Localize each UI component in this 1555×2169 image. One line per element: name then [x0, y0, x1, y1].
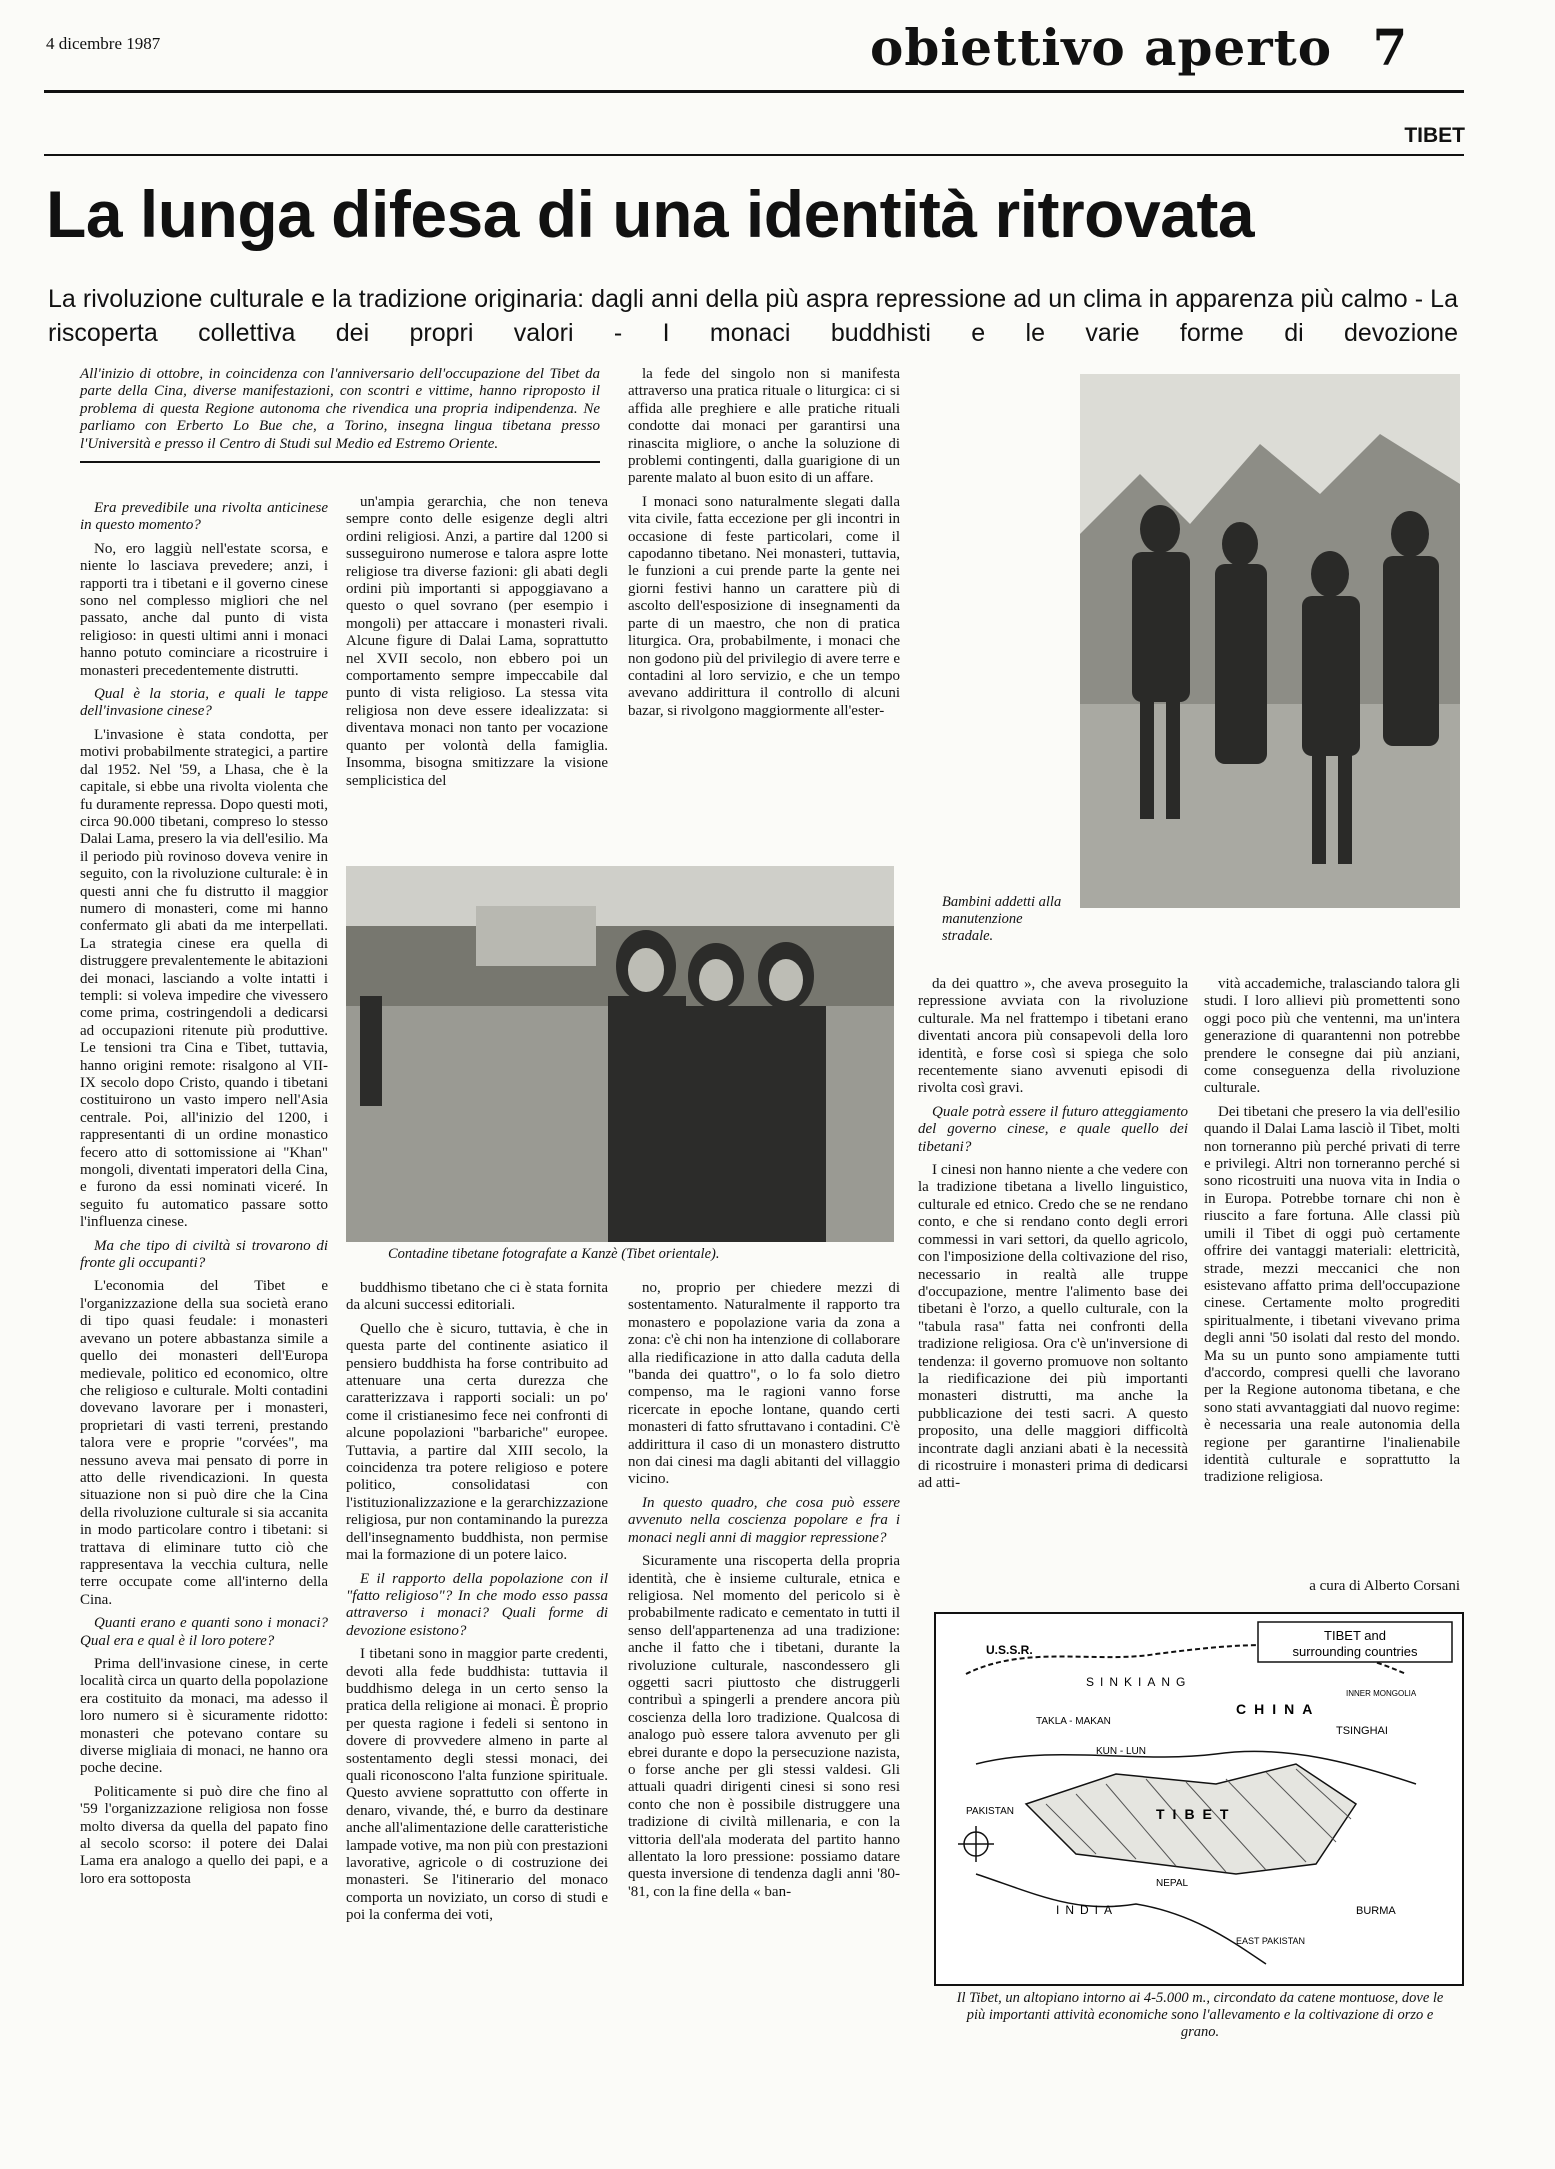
- column-4: [918, 976, 1188, 1499]
- children-photo: [1080, 374, 1460, 908]
- body-paragraph: L'invasione è stata condotta, per motivi probabilmente strategici, a partire dal 1952. Nel '59, a Lhasa, che è la capitale, si ebbe una rivolta violenta che fu duramente repressa. Dopo questi moti, circa 90.000 tibetani, compreso lo stesso Dalai Lama, presero la via dell'esilio. Ma il periodo più rovinoso doveva venire in seguito, con la rivoluzione culturale: è in questi anni che fu distrutto il maggior numero di monasteri, come mi hanno confermato gli abati da me interpellati. La strategia cinese era quella di distruggere prevalentemente le abitazioni dei monaci, lasciando a volte intatti i templi: si voleva impedire che vivessero come prima, costringendoli a dedicarsi ad occupazioni ritenute più produttive. Le tensioni tra Cina e Tibet, tuttavia, hanno origini remote: risalgono al VII-IX secolo dopo Cristo, quando i tibetani costituirono un vasto impero nell'Asia centrale. Poi, all'inizio del 1200, i rappresentanti di un ordine monastico fecero atto di sottomissione ai "Khan" mongoli, diventati imperatori della Cina, e furono da essi nominati viceré. In seguito fu automatico passare sotto l'influenza cinese.: [80, 726, 328, 1231]
- body-paragraph: un'ampia gerarchia, che non teneva sempre conto delle esigenze degli altri ordini religiosi. Anzi, a partire dal 1200 si susseguirono numerose e talora aspre lotte religiose tra diverse fazioni: gli abati degli ordini più importanti si appoggiavano a questo o quel sovrano (per esempio i mongoli) per attaccare i monasteri rivali. Alcune figure di Dalai Lama, soprattutto nel XVII secolo, non ebbero poi un comportamento sempre impeccabile dal punto di vista religioso. La stessa vita religiosa non deve essere idealizzata: si diventava monaci non tanto per vocazione quanto per volontà della famiglia. Insomma, bisogna smitizzare la visione semplicistica del: [346, 494, 608, 789]
- interview-question: Ma che tipo di civiltà si trovarono di fronte gli occupanti?: [80, 1237, 328, 1272]
- body-paragraph: vità accademiche, tralasciando talora gli studi. I loro allievi più promettenti sono oggi poco più che ventenni, ma un'intera generazione di quarantenni non potrebbe prendere le consegne dai più anziani, come conseguenza della rivoluzione culturale.: [1204, 976, 1460, 1097]
- body-paragraph: da dei quattro », che aveva proseguito la repressione avviata con la rivoluzione culturale. Ma nel frattempo i tibetani erano diventati ancora più consapevoli della loro identità, e forse così si spiega che solo recentemente siano avvenuti episodi di rivolta così gravi.: [918, 976, 1188, 1097]
- children-photo-caption: Bambini addetti alla manutenzione stradale.: [942, 894, 1062, 944]
- map-label-nepal: NEPAL: [1156, 1878, 1189, 1889]
- women-photo-caption: Contadine tibetane fotografate a Kanzè (Tibet orientale).: [388, 1246, 720, 1262]
- body-paragraph: Prima dell'invasione cinese, in certe località circa un quarto della popolazione era costituito da monaci, ma adesso il loro numero si è sicuramente ridotto: monasteri che potevano contare su diverse migliaia di monaci, ne hanno ora poche decine.: [80, 1656, 328, 1777]
- map-label-kun-lun: KUN - LUN: [1096, 1746, 1147, 1757]
- map-title-line2: surrounding countries: [1292, 1644, 1418, 1659]
- interview-question: Qual è la storia, e quali le tappe dell'invasione cinese?: [80, 686, 328, 720]
- map-label-pakistan: PAKISTAN: [966, 1806, 1014, 1817]
- interview-question: Quanti erano e quanti sono i monaci? Qual era e qual è il loro potere?: [80, 1615, 328, 1649]
- body-paragraph: Politicamente si può dire che fino al '59 l'organizzazione religiosa non fosse molto diversa da quella del papato fino al secolo scorso: il potere dei Dalai Lama era analogo a quello dei papi, e a loro era sottoposta: [80, 1783, 328, 1887]
- column-3-bottom: [628, 1280, 900, 1907]
- interview-question: Era prevedibile una rivolta anticinese in questo momento?: [80, 500, 328, 534]
- body-paragraph: Quello che è sicuro, tuttavia, è che in questa parte del continente asiatico il pensiero buddhista ha forse contribuito ad attenuare una certa durezza che caratterizzava i rapporti sociali: un po' come il cristianesimo fece nei confronti di alcune popolazioni "barbariche" europee. Tuttavia, a partire dal XIII secolo, la coincidenza tra potere religioso e potere politico, consolidatasi con l'istituzionalizzazione e la gerarchizzazione religiosa, pur non contaminando la purezza dell'insegnamento buddhista, non permise mai la formazione di un potere laico.: [346, 1320, 608, 1564]
- body-paragraph: I cinesi non hanno niente a che vedere con la tradizione tibetana a livello linguistico, culturale ed etnico. Credo che se ne rendano conto, e che si rendano conto degli errori commessi in vari settori, da quello agricolo, con l'imposizione della coltivazione del riso, necessario in realtà alle truppe d'occupazione, mentre l'alimento base dei tibetani è l'orzo, a quello culturale, con la "tabula rasa" fatta nei confronti della tradizione religiosa. Ora c'è un'inversione di tendenza: il governo promuove non soltanto la riedificazione dei più importanti monasteri distrutti, ma anche la pubblicazione dei testi sacri. A questo proposito, una delle maggiori difficoltà incontrate dagli anziani abati è la necessità di ricostruire i monasteri prima di dedicarsi ad atti-: [918, 1162, 1188, 1492]
- map-label-tsinghai: TSINGHAI: [1336, 1725, 1388, 1737]
- page-number: 7: [1372, 18, 1409, 77]
- map-label-china: CHINA: [1236, 1701, 1321, 1717]
- section-title: [870, 18, 1408, 77]
- interview-question: In questo quadro, che cosa può essere avvenuto nella coscienza popolare e fra i monaci negli anni di maggior repressione?: [628, 1494, 900, 1546]
- map-caption: Il Tibet, un altopiano intorno ai 4-5.000 m., circondato da catene montuose, dove le più importanti attività economiche sono l'allevamento e la coltivazione di orzo e grano.: [956, 1990, 1444, 2040]
- map-label-inner-mongolia: INNER MONGOLIA: [1346, 1689, 1417, 1698]
- body-paragraph: Sicuramente una riscoperta della propria identità, che è insieme culturale, etnica e religiosa. Nel momento del pericolo si è probabilmente radicato e cementato in tutti il senso dell'appartenenza ad una tradizione: anche il fatto che i tibetani, durante la rivoluzione culturale, nascondessero gli oggetti sacri piuttosto che distruggerli contribuì a spingerli a prendere ancora più coscienza della loro tradizione. Qualcosa di analogo può essere talora avvenuto per gli ebrei durante e dopo la persecuzione nazista, o forse anche per gli stessi valdesi. Gli attuali quadri dirigenti cinesi si sono resi conto che non è possibile distruggere una tradizione di civiltà millenaria, e con la vittoria dell'ala moderata del partito hanno allentato la loro pressione: possiamo datare questa inversione di tendenza dagli anni '80-'81, con la fine della « ban-: [628, 1553, 900, 1900]
- section-name: obiettivo aperto: [870, 18, 1333, 77]
- interview-question: Quale potrà essere il futuro atteggiamento del governo cinese, e quale quello dei tibetani?: [918, 1103, 1188, 1155]
- map-label-sinkiang: SINKIANG: [1086, 1675, 1192, 1689]
- column-2-top: [346, 494, 608, 796]
- header-rule: [44, 90, 1464, 93]
- column-1: [80, 494, 328, 1894]
- map-label-burma: BURMA: [1356, 1905, 1396, 1917]
- body-paragraph: No, ero laggiù nell'estate scorsa, e niente lo lasciava prevedere; anzi, i rapporti tra i tibetani e il governo cinese sono nel complesso migliori che nel passato, anche dal punto di vista religioso: in questi ultimi anni i monaci hanno potuto cominciare a ricostruire i monasteri precedentemente distrutti.: [80, 540, 328, 679]
- body-paragraph: no, proprio per chiedere mezzi di sostentamento. Naturalmente il rapporto tra monastero e popolazione varia da zona a zona: c'è chi non ha intenzione di collaborare alla riedificazione in atto dalla caduta della "banda dei quattro", o lo fa solo dietro compenso, ma le ragioni vanno forse ricercate in epoche lontane, quando certi monasteri di fatto sfruttavano i contadini. C'è addirittura il caso di un monastero distrutto non dai cinesi ma dagli abitanti del villaggio vicino.: [628, 1280, 900, 1488]
- subheadline: La rivoluzione culturale e la tradizione originaria: dagli anni della più aspra repressione ad un clima in apparenza più calmo - La riscoperta collettiva dei propri valori - I monaci buddhisti e le varie forme di devozione: [48, 285, 1458, 347]
- body-paragraph: buddhismo tibetano che ci è stata fornita da alcuni successi editoriali.: [346, 1280, 608, 1314]
- headline: La lunga difesa di una identità ritrovata: [46, 177, 1255, 251]
- body-paragraph: L'economia del Tibet e l'organizzazione della sua società erano di tipo quasi feudale: i monasteri avevano un potere abbastanza simile a quello dei monasteri dell'Europa medievale, politico ed economico, oltre che religioso e culturale. Molti contadini dovevano lavorare per i monasteri, proprietari di vasti terreni, prestando talora vere e proprie "corvées", ma nessuno aveva mai pensato di porre in atto delle rivendicazioni. In questa situazione non si può dire che la Cina della rivoluzione culturale si sia accanita in modo particolare contro i tibetani: si trattava di eliminare tutto ciò che rappresentava la vecchia cultura, nelle terre occupate come all'interno della Cina.: [80, 1278, 328, 1608]
- map-label-india: INDIA: [1056, 1903, 1119, 1917]
- intro-paragraph: All'inizio di ottobre, in coincidenza con l'anniversario dell'occupazione del Tibet da parte della Cina, diverse manifestazioni, con scontri e vittime, hanno riproposto il problema di questa Regione autonoma che rivendica una propria indipendenza. Ne parliamo con Erberto Lo Bue che, a Torino, insegna lingua tibetana presso l'Università e presso il Centro di Studi sul Medio ed Estremo Oriente.: [80, 366, 600, 463]
- map-label-east-pakistan: EAST PAKISTAN: [1236, 1936, 1306, 1946]
- body-paragraph: I monaci sono naturalmente slegati dalla vita civile, fatta eccezione per gli incontri in occasione di feste particolari, come il capodanno tibetano. Nei monasteri, tuttavia, le funzioni a cui prende parte la gente nei giorni festivi hanno un carattere più di ascolto dell'esposizione di insegnamenti da parte di un maestro, che non di pratica liturgica. Ora, probabilmente, i monaci che non godono più del privilegio di avere terre e contadini al loro servizio, e che un tempo avevano addirittura il controllo di alcuni bazar, si rivolgono maggiormente all'ester-: [628, 493, 900, 719]
- column-5: [1204, 976, 1460, 1493]
- map-label-takla-makan: TAKLA - MAKAN: [1036, 1716, 1111, 1727]
- column-3-top: [628, 366, 900, 726]
- map-label-tibet: TIBET: [1156, 1806, 1237, 1822]
- body-paragraph: I tibetani sono in maggior parte credenti, devoti alla fede buddhista: tuttavia il buddhismo delega in un certo senso la pratica della religione ai monaci. È proprio per questa ragione i fedeli si sentono in dovere di provvedere almeno in parte al sostentamento degli stessi monaci, dei quali riconoscono l'alta funzione spirituale. Questo avviene soprattutto con offerte in denaro, vivande, thé, e burro da destinare anche all'alimentazione delle caratteristiche lampade votive, ma non più con prestazioni lavorative, agricole o di costruzione dei monasteri. Se l'itinerario del monaco comporta un noviziato, un corso di studi e poi la conferma dei voti,: [346, 1646, 609, 1924]
- map-title-line1: TIBET and: [1324, 1628, 1386, 1643]
- interview-question: E il rapporto della popolazione con il "fatto religioso"? In che modo esso passa attraverso i monaci? Quali forme di devozione esistono?: [346, 1570, 608, 1639]
- women-photo: [346, 866, 894, 1242]
- body-paragraph: Dei tibetani che presero la via dell'esilio quando il Dalai Lama lasciò il Tibet, molti non torneranno più perché privati di terre e privilegi. Altri non torneranno perché si sono ricostruiti una nuova vita in India o in Europa. Potrebbe tornare chi non è riuscito a fare fortuna. Alle classi più umili il Tibet di oggi può certamente offrire dei vantaggi materiali: elettricità, strade, mezzi meccanici che non esistevano affatto prima dell'occupazione cinese. Certamente molto progrediti spiritualmente, i tibetani vivevano prima degli anni '50 isolati dal resto del mondo. Ma su un punto sono ampiamente tutti d'accordo, compresi quelli che lavorano per la Regione autonoma tibetana, e che sono stati avvantaggiati dal nuovo regime: è necessaria una reale autonomia della regione per garantirne l'inalienabile identità culturale e soprattutto la tradizione religiosa.: [1204, 1103, 1460, 1486]
- column-2-bottom: [346, 1280, 608, 1931]
- map-label-ussr: U.S.S.R.: [986, 1643, 1033, 1657]
- author-signature: a cura di Alberto Corsani: [1309, 1578, 1460, 1594]
- issue-date: 4 dicembre 1987: [46, 34, 161, 53]
- body-paragraph: la fede del singolo non si manifesta attraverso una pratica rituale o liturgica: ci si affida alle preghiere e alle pratiche rituali condotte dai monaci per garantirsi una rinascita migliore, o anche la soluzione di problemi contingenti, dalla guarigione di un parente malato al buon esito di un affare.: [628, 366, 900, 487]
- kicker: TIBET: [1404, 124, 1465, 147]
- tibet-map: [934, 1612, 1464, 1986]
- kicker-rule: [44, 154, 1464, 156]
